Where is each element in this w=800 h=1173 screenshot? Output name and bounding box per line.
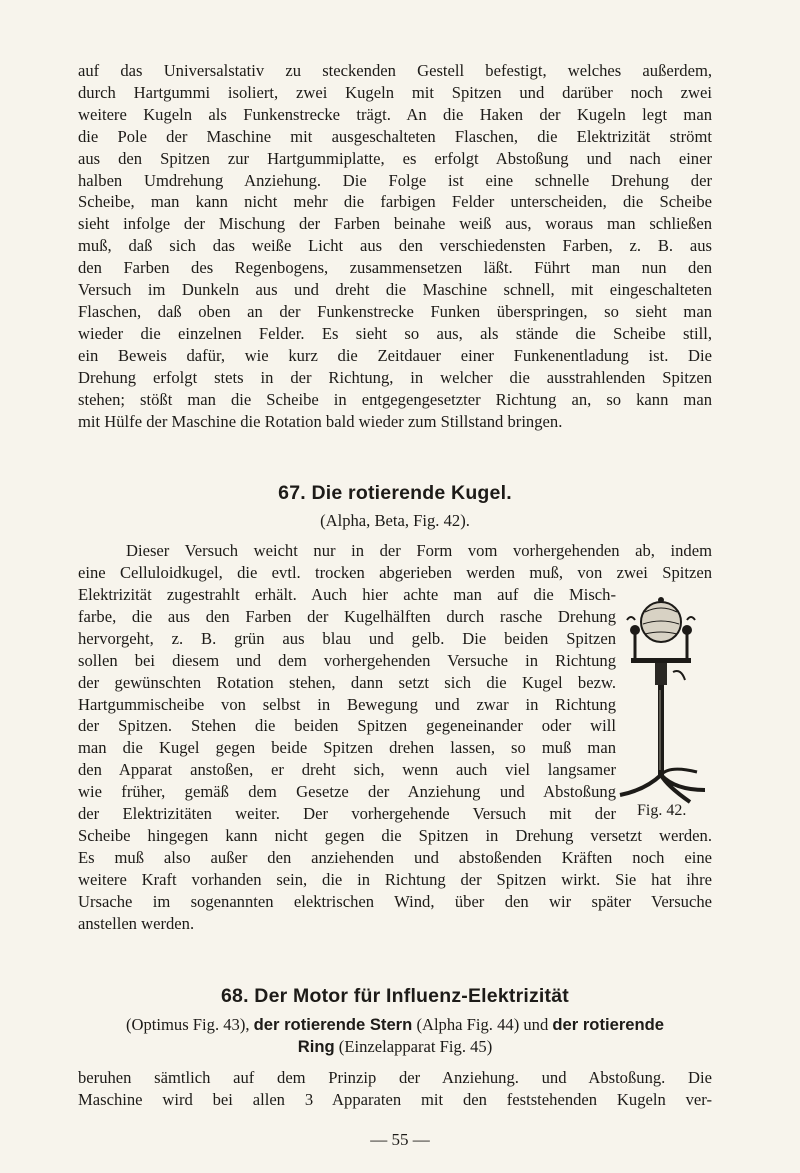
section-67-subtitle: (Alpha, Beta, Fig. 42). <box>320 511 470 530</box>
text-line: Versuch im Dunkeln aus und dreht die Maschine schnell, mit eingeschalteten <box>78 280 712 300</box>
section-67-body-continued <box>78 825 712 935</box>
section-68-body <box>78 1067 712 1111</box>
text-line: beruhen sämtlich auf dem Prinzip der Anziehung. und Abstoßung. Die <box>78 1068 712 1087</box>
text-line: hervorgeht, z. B. grün aus blau und gelb. Die beiden Spitzen <box>78 628 616 648</box>
text-line: sollen bei diesem und dem vorhergehenden Versuche in Richtung <box>78 650 616 670</box>
section-67-intro <box>78 540 712 584</box>
section-67-body-beside-figure <box>78 584 616 825</box>
subtitle-text: (Optimus Fig. 43), <box>125 1015 250 1034</box>
text-line: Es muß also außer den anziehenden und abstoßenden Kräften noch eine <box>78 847 712 867</box>
section-68-heading: 68. Der Motor für Influenz-Elektrizität <box>220 985 569 1007</box>
text-line: eine Celluloidkugel, die evtl. trocken abgerieben werden muß, von zwei Spitzen <box>78 562 712 582</box>
text-line: den Farben des Regenbogens, zusammensetzen läßt. Führt man nun den <box>78 258 712 278</box>
text-line: die Pole der Maschine mit ausgeschalteten Flaschen, die Elektrizität strömt <box>78 126 712 146</box>
section-68-subtitle-line-1 <box>78 1015 712 1035</box>
text-line: sieht infolge der Mischung der Farben beinahe weiß aus, woraus man schließen <box>78 214 712 234</box>
text-line: weitere Kugeln als Funkenstrecke trägt. An die Haken der Kugeln legt man <box>78 104 712 124</box>
text-line: der Elektrizitäten weiter. Der vorhergehende Versuch mit der <box>78 804 616 824</box>
top-paragraph <box>78 60 712 432</box>
subtitle-text: (Alpha Fig. 44) und <box>416 1015 549 1034</box>
text-line: aus den Spitzen zur Hartgummiplatte, es erfolgt Abstoßung und nach einer <box>78 148 712 168</box>
text-line: farbe, die aus den Farben der Kugelhälften durch rasche Drehung <box>78 606 616 626</box>
text-line: wieder die einzelnen Felder. Es sieht so aus, als stände die Scheibe still, <box>78 323 712 343</box>
text-line: durch Hartgummi isoliert, zwei Kugeln mit Spitzen und darüber noch zwei <box>78 82 712 102</box>
subtitle-text: (Einzelapparat Fig. 45) <box>338 1037 493 1056</box>
text-line: mit Hülfe der Maschine die Rotation bald wieder zum Stillstand bringen. <box>78 411 563 431</box>
text-line: stehen; stößt man die Scheibe in entgegengesetzter Richtung an, so kann man <box>78 389 712 409</box>
text-line: man die Kugel gegen beide Spitzen drehen lassen, so muß man <box>78 738 616 758</box>
text-line: Drehung erfolgt stets in der Richtung, in welcher die ausstrahlenden Spitzen <box>78 367 712 387</box>
text-line: Maschine wird bei allen 3 Apparaten mit den feststehenden Kugeln ver- <box>78 1089 712 1109</box>
text-line: weitere Kraft vorhanden sein, die in Richtung der Spitzen wirkt. Sie hat ihre <box>78 869 712 889</box>
text-line: den Apparat anstoßen, er dreht sich, wenn auch viel langsamer <box>78 760 616 780</box>
text-line: Scheibe hingegen kann nicht gegen die Spitzen in Drehung versetzt werden. <box>78 826 712 845</box>
section-67-heading: 67. Die rotierende Kugel. <box>278 482 512 504</box>
text-line: Hartgummischeibe von selbst in Bewegung und zwar in Richtung <box>78 694 616 714</box>
text-line: Flaschen, daß oben an der Funkenstrecke Funken überspringen, so sieht man <box>78 301 712 321</box>
subtitle-bold-text: der rotierende <box>552 1015 665 1034</box>
section-68-subtitle-line-2 <box>78 1037 712 1057</box>
subtitle-bold-text: Ring <box>297 1037 335 1056</box>
text-line: ein Beweis dafür, wie kurz die Zeitdauer einer Funkenentladung ist. Die <box>78 345 712 365</box>
text-line: Scheibe, man kann nicht mehr die farbigen Felder unterscheiden, die Scheibe <box>78 192 712 212</box>
subtitle-bold-text: der rotierende Stern <box>253 1015 413 1034</box>
text-line: anstellen werden. <box>78 913 195 933</box>
text-line: Ursache im sogenannten elektrischen Wind, über den wir später Versuche <box>78 891 712 911</box>
text-line: auf das Universalstativ zu steckenden Gestell befestigt, welches außerdem, <box>78 61 712 80</box>
text-line: wie früher, gemäß dem Gesetze der Anziehung und Abstoßung <box>78 782 616 802</box>
text-line: Elektrizität zugestrahlt erhält. Auch hier achte man auf die Misch- <box>78 585 616 604</box>
figure-42-apparatus <box>605 590 720 830</box>
figure-42-caption: Fig. 42. <box>637 802 687 819</box>
page-number: — 55 — <box>370 1130 430 1149</box>
text-line: muß, daß sich das weiße Licht aus den verschiedensten Farben, z. B. aus <box>78 236 712 256</box>
text-line: der Spitzen. Stehen die beiden Spitzen gegeneinander oder will <box>78 716 616 736</box>
text-line: halben Umdrehung Anziehung. Die Folge ist eine schnelle Drehung der <box>78 170 712 190</box>
text-line: der gewünschten Rotation stehen, dann setzt sich die Kugel bezw. <box>78 672 616 692</box>
text-line: Dieser Versuch weicht nur in der Form vom vorhergehenden ab, indem <box>126 541 712 560</box>
